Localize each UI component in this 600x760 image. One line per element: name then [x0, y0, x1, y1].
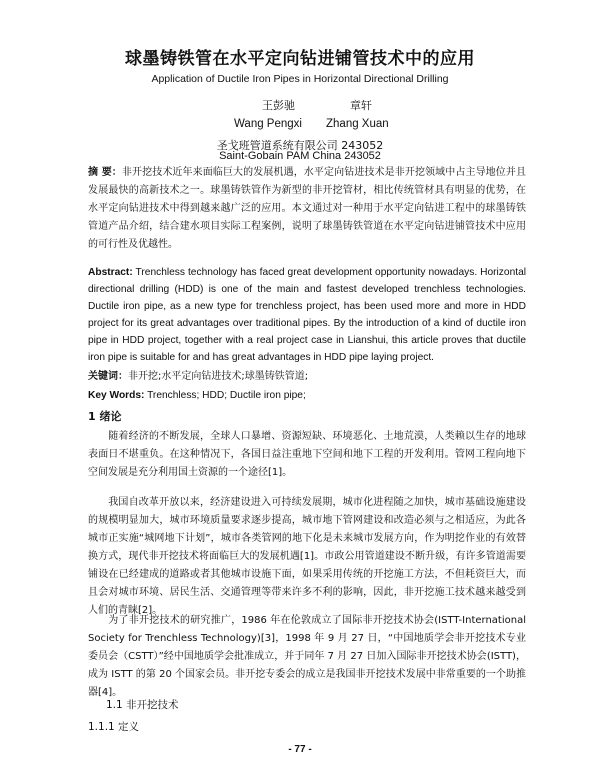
author-2-en: Zhang Xuan [326, 118, 389, 130]
keywords-cn-label: 关键词： [88, 371, 128, 382]
paragraph-1-text: 随着经济的不断发展，全球人口暴增、资源短缺、环境恶化、土地荒漠，人类赖以生存的地球表面日不堪重负。在这种情况下，各国日益注重地下空间和地下工程的开发利用。管网工程向地下空间发展是充分利用国土资源的一个途径[1]。 [88, 431, 526, 478]
author-1-cn: 王彭驰 [262, 99, 295, 112]
section-1-1-heading: 1.1 非开挖技术 [106, 699, 179, 711]
paragraph-2-text: 我国自改革开放以来，经济建设进入可持续发展期，城市化进程随之加快，城市基础设施建设的规模明显加大，城市环境质量要求逐步提高，城市地下管网建设和改造必须与之相适应，为此各城市正实施“城网地下计划”，城市各类管网的地下化是未来城市发展方向，作为明挖作业的有效替换方式，现代非开挖技术将面临巨大的发展机遇[1]。市政公用管道建设不断升级，有许多管道需要铺设在已经建成的道路或者其他城市设施下面，如果采用传统的开挖施工方法，不但耗资巨大，而且会对城市环境、居民生活、交通管理等带来许多不利的影响，因此，非开挖施工技术越来越受到人们的青睐[2]。 [88, 497, 526, 616]
author-2-cn: 章轩 [350, 99, 372, 112]
abstract-cn-text: 非开挖技术近年来面临巨大的发展机遇，水平定向钻进技术是非开挖领域中占主导地位并且发展最快的高新技术之一。球墨铸铁管作为新型的非开挖管材，相比传统管材具有明显的优势，在水平定向钻进技术中得到越来越广泛的应用。本文通过对一种用于水平定向钻进工程中的球墨铸铁管道产品介绍，结合建水项目实际工程案例，说明了球墨铸铁管道在水平定向钻进铺管技术中应用的可行性及优越性。 [88, 167, 527, 250]
section-1-1-1-heading: 1.1.1 定义 [88, 721, 140, 733]
affiliation-en: Saint-Gobain PAM China 243052 [219, 150, 381, 162]
paragraph-1 [88, 428, 526, 482]
affiliation-cn: 圣戈班管道系统有限公司 243052 [216, 139, 384, 152]
paragraph-2 [88, 494, 526, 620]
keywords-en-text: Trenchless; HDD; Ductile iron pipe; [147, 390, 306, 401]
abstract-en [88, 264, 526, 366]
keywords-cn-text: 非开挖;水平定向钻进技术;球墨铸铁管道; [128, 371, 309, 382]
page-number: - 77 - [288, 744, 312, 755]
abstract-en-label: Abstract: [88, 267, 133, 278]
keywords-en-label: Key Words: [88, 390, 145, 401]
keywords-cn [88, 368, 526, 386]
paper-title-en: Application of Ductile Iron Pipes in Horizontal Directional Drilling [151, 73, 449, 85]
section-1-heading: 1 绪论 [88, 410, 122, 423]
abstract-cn-label: 摘 要： [88, 167, 122, 178]
paragraph-3-text: 为了非开挖技术的研究推广，1986 年在伦敦成立了国际非开挖技术协会(ISTT-International Society for Trenchless Technology)[3]，1998 年 9 月 27 日，“中国地质学会非开挖技术专业委员会（CSTT）”经中国地质学会批准成立，并于同年 7 月 27 日加入国际非开挖技术协会(ISTT)，成为 ISTT 的第 20 个国家会员。非开挖专委会的成立是我国非开挖技术发展中非常重要的一个助推器[4]。 [88, 615, 526, 698]
author-1-en: Wang Pengxi [234, 118, 302, 130]
paragraph-3 [88, 612, 526, 702]
paper-title-cn: 球墨铸铁管在水平定向钻进铺管技术中的应用 [125, 49, 475, 69]
abstract-cn [88, 164, 526, 254]
abstract-en-text: Trenchless technology has faced great development opportunity nowadays. Horizontal directional drilling (HDD) is one of the main and fastest developed trenchless technologies. Ductile iron pipe, as a new type for trenchless project, has been used more and more in HDD project for its great advantages over traditional pipes. By the introduction of a kind of ductile iron pipe in HDD project, together with a real project case in Lianshui, this article proves that ductile iron pipe is suitable for and has great advantages in HDD pipe laying project. [88, 267, 526, 363]
keywords-en [88, 387, 526, 404]
